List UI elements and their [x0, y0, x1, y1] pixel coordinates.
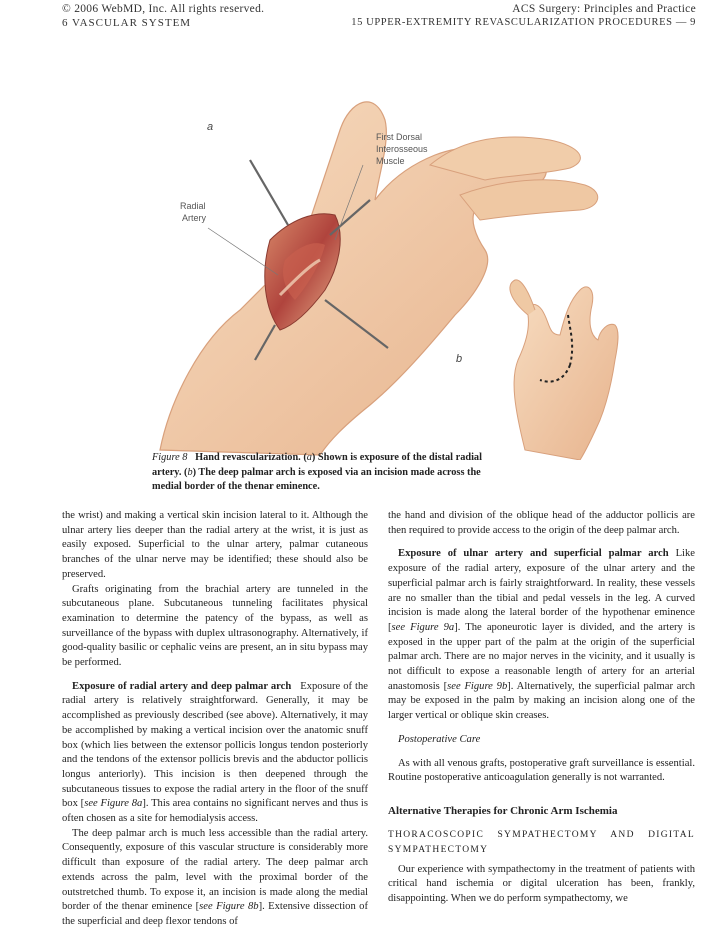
- postop-paragraph: As with all venous grafts, postoperative graft surveillance is essential. Routine postoperative anticoagulation generally is not warranted.: [388, 757, 695, 784]
- ref-figure-9b: see Figure 9b: [447, 680, 508, 692]
- postop-heading: [388, 733, 695, 748]
- right-paragraph-1: the hand and division of the oblique head of the adductor pollicis are then required to provide access to the origin of the deep palmar arch.: [388, 510, 695, 536]
- label-first-dorsal: First Dorsal: [376, 132, 423, 142]
- label-interosseous: Interosseous: [376, 144, 428, 154]
- figure-caption: [152, 451, 492, 495]
- caption-text-3: ) The deep palmar arch is exposed via an incision made across the medial border of the thenar eminence.: [152, 466, 481, 492]
- left-paragraph-2: Grafts originating from the brachial artery are tunneled in the subcutaneous plane. Subcutaneous tunneling facilitates physical examination to determine the patency of the bypass, as well as surveillance of the bypass with duplex ultrasonography. Alternatively, if good-quality basilic or cephalic veins are present, an in situ bypass may be performed.: [62, 583, 368, 669]
- right-p2-text-b: ]. The aponeurotic layer is divided, and the artery is exposed in the upper part of the palm at the origin of the superficial palmar arch. There are no major nerves in the vicinity, and it usually is not difficult to expose a reasonable length of artery for an arterial anastomosis [: [388, 621, 695, 692]
- copyright-line: © 2006 WebMD, Inc. All rights reserved.: [62, 3, 265, 15]
- label-muscle: Muscle: [376, 156, 405, 166]
- right-column: [388, 509, 695, 907]
- subsection-ulnar-heading: Exposure of ulnar artery and superficial palmar arch: [398, 548, 669, 560]
- book-title: ACS Surgery: Principles and Practice: [512, 3, 696, 15]
- caption-a: a: [306, 452, 312, 463]
- caption-text-1: Hand revascularization. (: [195, 452, 307, 463]
- ref-figure-8a: see Figure 8a: [84, 798, 143, 810]
- chapter-title: 15 UPPER-EXTREMITY REVASCULARIZATION PROCEDURES — 9: [351, 17, 696, 28]
- left-p4-text-a: The deep palmar arch is much less accessible than the radial artery. Consequently, exposure of this vascular structure is considerably more difficult than exposure of the radial artery. The deep palmar arch extends across the palm, level with the proximal border of the outstretched thumb. To expose it, an incision is made along the medial border of the thenar eminence [: [62, 827, 368, 913]
- right-p2-text-c: ]. Alternatively, the superficial palmar arch may be exposed in the palm by making an incision along one of the larger vertical or oblique skin creases.: [388, 680, 695, 722]
- section-title: 6 VASCULAR SYSTEM: [62, 17, 192, 29]
- left-column: [62, 509, 368, 930]
- caption-number: Figure 8: [152, 452, 188, 463]
- ref-figure-8b: see Figure 8b: [199, 901, 259, 913]
- hand-revascularization-figure: [130, 60, 728, 460]
- right-p2-text-a: Like exposure of the radial artery, exposure of the ulnar artery and the superficial palmar arch is fairly straightforward. In reality, these vessels are no smaller than the tibial and pedal vessels in the leg. A curved incision is made along the lateral border of the hypothenar eminence [: [388, 548, 695, 633]
- ref-figure-9a: see Figure 9a: [391, 621, 455, 633]
- left-p4-text-b: ]. Extensive dissection of the superficial and deep flexor tendons of: [62, 901, 368, 927]
- right-paragraph-3: Our experience with sympathectomy in the treatment of patients with critical hand ischemia or digital ulceration has been, frankly, disappointing. When we do perform sympathectomy, we: [388, 863, 695, 905]
- caption-b: b: [187, 466, 193, 478]
- label-artery: Artery: [182, 213, 207, 223]
- hand-b-illustration: [510, 280, 618, 460]
- left-paragraph-3: [62, 680, 368, 827]
- right-paragraph-2: [388, 547, 695, 723]
- subsection-radial-heading: Exposure of radial artery and deep palmar arch: [72, 680, 292, 692]
- figure-label-b: b: [456, 353, 463, 365]
- left-paragraph-4: [62, 827, 368, 930]
- left-p3-text-b: ]. This area contains no significant nerves and thus is often chosen as a site for hemodialysis access.: [62, 798, 368, 825]
- caption-text-2: ) Shown is exposure of the distal radial artery. (: [152, 452, 482, 478]
- section-heading-alternative-therapies: Alternative Therapies for Chronic Arm Ischemia: [388, 804, 618, 817]
- subheading-sympathectomy: THORACOSCOPIC SYMPATHECTOMY AND DIGITAL SYMPATHECTOMY: [388, 829, 695, 855]
- left-paragraph-1: the wrist) and making a vertical skin incision lateral to it. Although the ulnar artery lies deeper than the radial artery at the wrist, it is just as easily exposed. Superficial to the ulnar artery, palmar cutaneous branches of the ulnar nerve may be identified; these should also be preserved.: [62, 510, 368, 580]
- figure-label-a: a: [207, 121, 214, 133]
- label-radial: Radial: [180, 201, 206, 211]
- left-p3-text-a: Exposure of the radial artery is relatively straightforward. Generally, it may be accomplished as previously described (see above). Alternatively, it may be accomplished by making a vertical incision over the anatomic snuff box (which lies between the extensor pollicis longus tendon posteriorly and the tendons of the extensor pollicis brevis and the abductor pollicis longus anteriorly). This incision is then deepened through the subcutaneous tissues to expose the radial artery in the floor of the snuff box [: [62, 680, 368, 810]
- postop-heading-text: Postoperative Care: [398, 733, 481, 745]
